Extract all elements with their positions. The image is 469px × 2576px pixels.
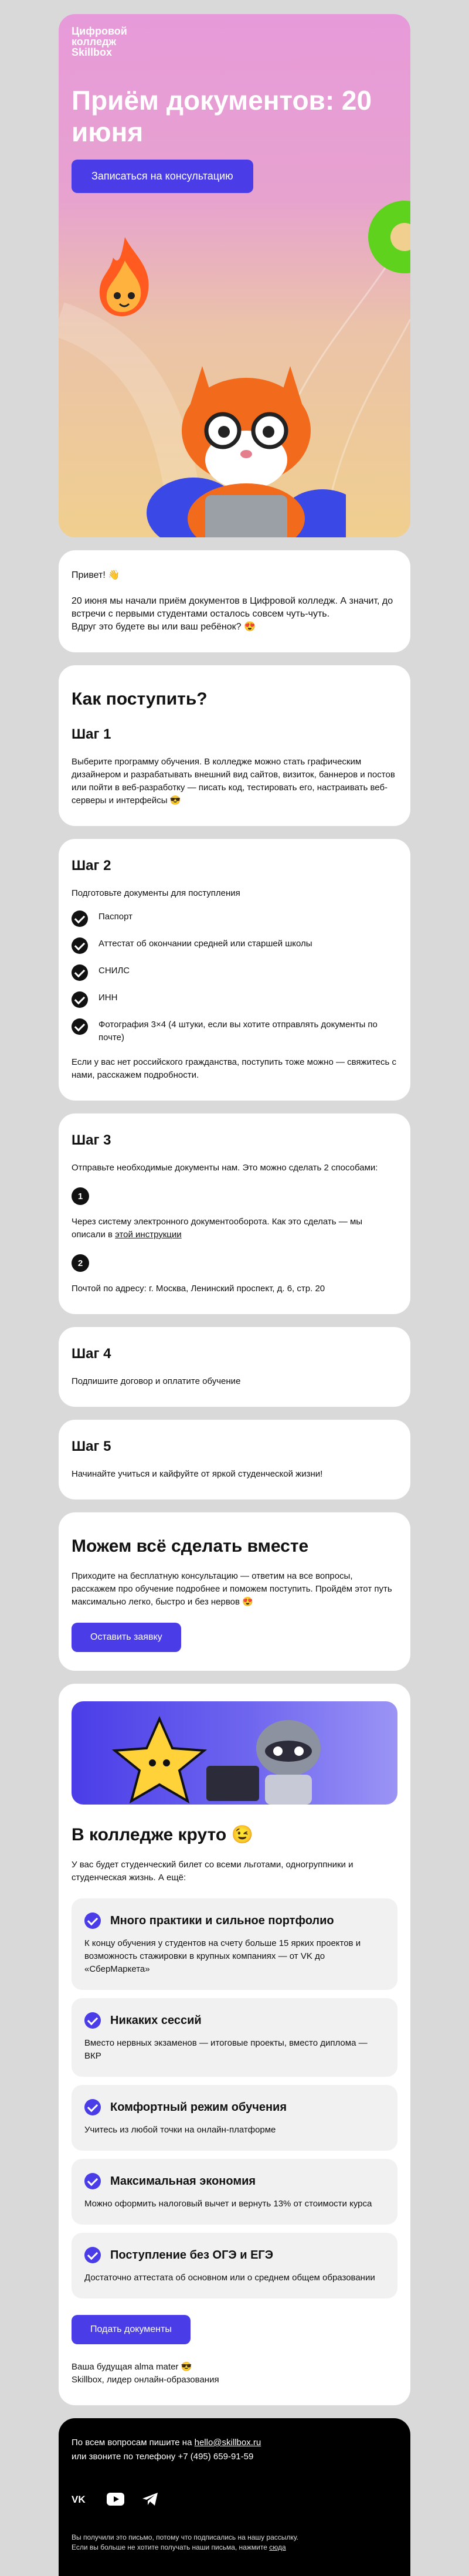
list-item-text: Аттестат об окончании средней или старшей школы — [98, 939, 312, 949]
cool-title: В колледже круто 😉 — [72, 1825, 253, 1844]
list-item — [72, 937, 397, 954]
svg-text:VK: VK — [72, 2494, 86, 2505]
step4-title: Шаг 4 — [72, 1346, 111, 1362]
together-text: Приходите на бесплатную консультацию — ответим на все вопросы, расскажем про обучение подробнее и поможем поступить. Пройдём этот путь максимально легко, быстро и без нервов 😍 — [72, 1571, 392, 1607]
list-item — [72, 964, 397, 981]
consultation-card — [59, 1512, 410, 1671]
feature-title: Комфортный режим обучения — [110, 2100, 287, 2114]
feature-item — [72, 1898, 397, 1990]
step2-note: Если у вас нет российского гражданства, поступить тоже можно — свяжитесь с нами, расскажем подробности. — [72, 1057, 396, 1080]
feature-text: Достаточно аттестата об основном или о среднем общем образовании — [84, 2273, 375, 2283]
step1-text: Выберите программу обучения. В колледже можно стать графическим дизайнером и разрабатывать внешний вид сайтов, визиток, баннеров и постов или пойти в веб-разработку — писать код, тестировать его, настраивать веб-серверы и интерфейсы 😎 — [72, 757, 395, 805]
unsubscribe-label: Если вы больше не хотите получать наши письма, нажмите — [72, 2543, 270, 2551]
feature-text: Можно оформить налоговый вычет и вернуть 13% от стоимости курса — [84, 2199, 372, 2209]
feature-item — [72, 2085, 397, 2151]
step2-intro: Подготовьте документы для поступления — [72, 888, 240, 898]
check-icon — [72, 964, 88, 981]
intro-question: Вдруг это будете вы или ваш ребёнок? 😍 — [72, 622, 256, 632]
documents-list — [72, 910, 397, 1044]
mascots-illustration — [72, 1701, 397, 1805]
cool-intro: У вас будет студенческий билет со всеми льготами, одногруппники и студенческая жизнь. А ещё: — [72, 1860, 354, 1883]
feature-text: Вместо нервных экзаменов — итоговые проекты, вместо диплома — ВКР — [84, 2038, 368, 2061]
telegram-icon[interactable] — [142, 2492, 158, 2509]
feature-text: Учитесь из любой точки на онлайн-платформе — [84, 2125, 276, 2135]
benefits-card — [59, 1684, 410, 2405]
check-icon — [84, 2012, 101, 2029]
instruction-link[interactable]: этой инструкции — [115, 1230, 182, 1240]
check-icon — [72, 937, 88, 954]
list-item — [72, 1018, 397, 1044]
list-item-text: СНИЛС — [98, 966, 130, 976]
check-icon — [84, 1912, 101, 1929]
step4-text: Подпишите договор и оплатите обучение — [72, 1376, 241, 1386]
footer — [59, 2418, 410, 2576]
number-badge: 2 — [72, 1254, 89, 1272]
feature-item — [72, 2159, 397, 2225]
unsubscribe-note: Вы получили это письмо, потому что подписались на нашу рассылку. — [72, 2533, 298, 2541]
way1-text — [72, 1216, 397, 1241]
list-item-text: Паспорт — [98, 912, 132, 922]
check-icon — [84, 2099, 101, 2115]
check-icon — [72, 991, 88, 1008]
logo-line: Цифровой — [72, 25, 127, 37]
step3-card — [59, 1113, 410, 1314]
intro-text: 20 июня мы начали приём документов в Цифровой колледж. А значит, до встречи с первыми студентами осталось совсем чуть-чуть. — [72, 596, 393, 619]
way1-label: Через систему электронного документооборота. Как это сделать — мы описали в — [72, 1217, 363, 1240]
step1-title: Шаг 1 — [72, 726, 111, 742]
vk-icon[interactable] — [72, 2493, 89, 2508]
contact-line — [72, 2436, 397, 2450]
signature-line: Skillbox, лидер онлайн-образования — [72, 2375, 219, 2385]
list-item-text: Фотография 3×4 (4 штуки, если вы хотите отправлять документы по почте) — [98, 1020, 378, 1042]
contact-label: По всем вопросам пишите на — [72, 2438, 195, 2448]
list-item-text: ИНН — [98, 993, 118, 1003]
step2-card — [59, 839, 410, 1101]
intro-card — [59, 550, 410, 652]
how-title: Как поступить? — [72, 689, 208, 709]
step3-intro: Отправьте необходимые документы нам. Это можно сделать 2 способами: — [72, 1163, 378, 1173]
step2-title: Шаг 2 — [72, 858, 111, 874]
step1-card — [59, 665, 410, 826]
together-title: Можем всё сделать вместе — [72, 1536, 309, 1556]
list-item — [72, 910, 397, 927]
social-links — [72, 2492, 397, 2509]
consultation-button[interactable]: Записаться на консультацию — [72, 160, 253, 193]
logo — [72, 26, 127, 57]
logo-line: Skillbox — [72, 46, 113, 58]
fireball-mascot-icon — [93, 231, 157, 319]
check-icon — [72, 910, 88, 927]
logo-line: колледж — [72, 36, 117, 48]
feature-item — [72, 2233, 397, 2299]
email-link[interactable]: hello@skillbox.ru — [194, 2438, 261, 2448]
fox-mascot-illustration — [147, 343, 346, 537]
green-donut-icon — [358, 184, 410, 290]
feature-title: Поступление без ОГЭ и ЕГЭ — [110, 2248, 273, 2262]
feature-title: Никаких сессий — [110, 2013, 202, 2027]
youtube-icon[interactable] — [107, 2493, 124, 2509]
list-item — [72, 991, 397, 1008]
feature-title: Максимальная экономия — [110, 2174, 256, 2188]
step5-card — [59, 1420, 410, 1499]
feature-title: Много практики и сильное портфолио — [110, 1914, 334, 1927]
hero-title: Приём документов: 20 июня — [72, 85, 372, 147]
feature-text: К концу обучения у студентов на счету больше 15 ярких проектов и возможность стажировки в крупных компаниях — от VK до «СберМаркета» — [84, 1938, 361, 1974]
step5-text: Начинайте учиться и кайфуйте от яркой студенческой жизни! — [72, 1469, 323, 1479]
way2-text: Почтой по адресу: г. Москва, Ленинский проспект, д. 6, стр. 20 — [72, 1284, 325, 1294]
signature-line: Ваша будущая alma mater 😎 — [72, 2362, 192, 2372]
leave-request-button[interactable]: Оставить заявку — [72, 1623, 181, 1652]
check-icon — [84, 2173, 101, 2189]
step4-card — [59, 1327, 410, 1407]
number-badge: 1 — [72, 1187, 89, 1205]
greeting: Привет! 👋 — [72, 570, 120, 580]
phone-line: или звоните по телефону +7 (495) 659-91-59 — [72, 2452, 254, 2462]
unsubscribe-line — [72, 2543, 397, 2553]
unsubscribe-link[interactable]: сюда — [269, 2543, 286, 2551]
step5-title: Шаг 5 — [72, 1438, 111, 1454]
feature-item — [72, 1998, 397, 2077]
step3-title: Шаг 3 — [72, 1132, 111, 1148]
hero-banner — [59, 14, 410, 537]
mascots-banner — [72, 1701, 397, 1805]
check-icon — [72, 1018, 88, 1035]
check-icon — [84, 2247, 101, 2263]
submit-documents-button[interactable]: Подать документы — [72, 2315, 191, 2344]
